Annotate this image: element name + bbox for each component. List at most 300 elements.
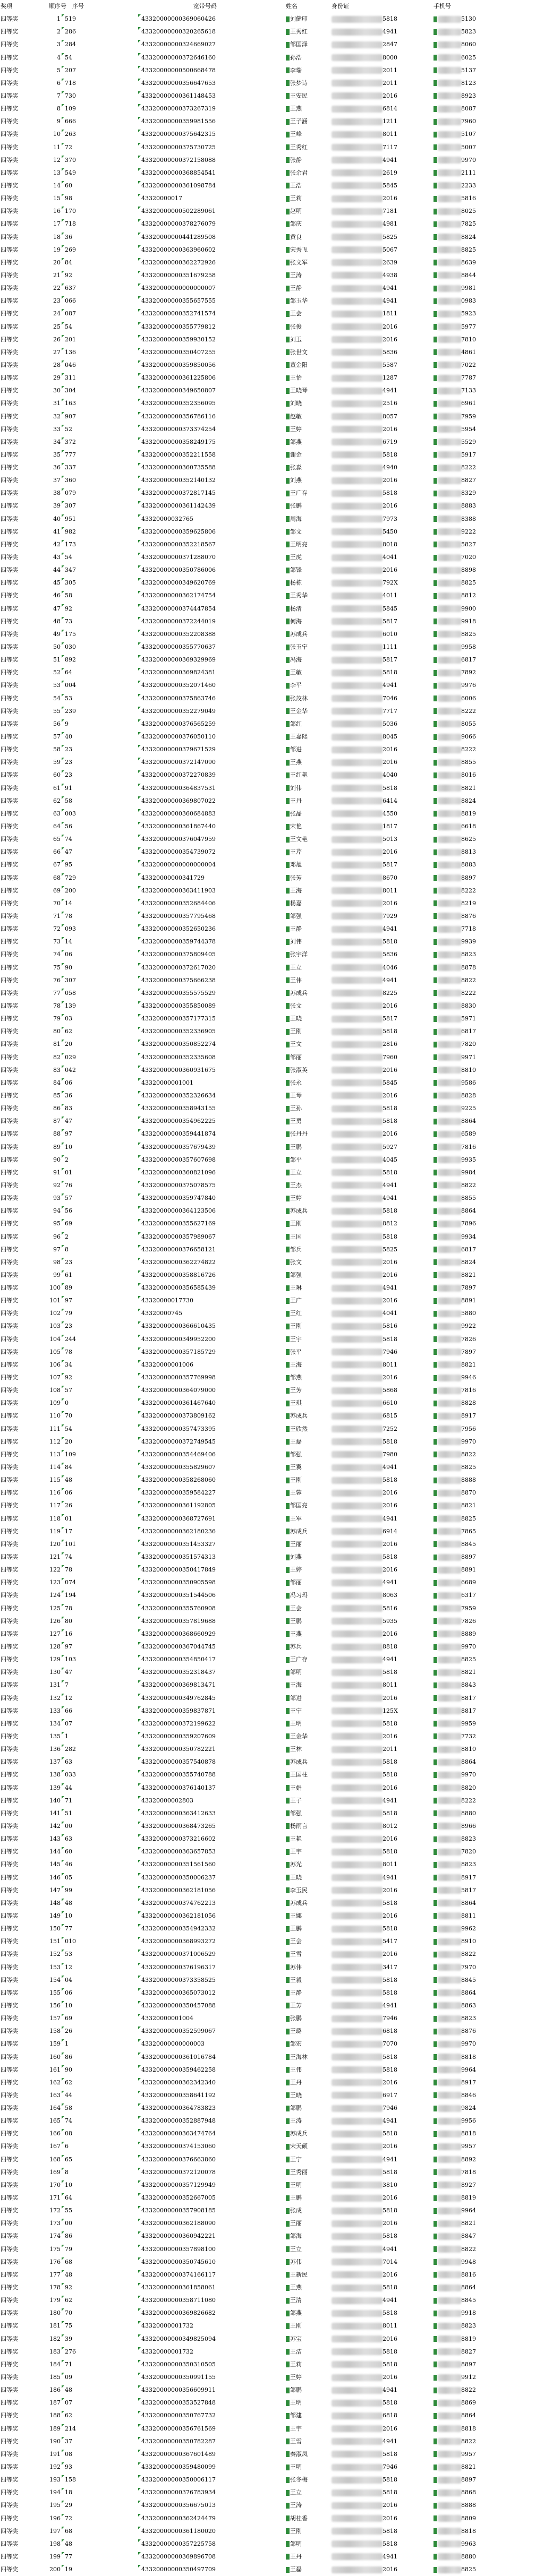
table-row xyxy=(0,1922,544,1935)
cell-name-text: 王刚 xyxy=(290,2322,302,2330)
cell-name-text: 王雪 xyxy=(290,2437,302,2445)
redacted-block xyxy=(332,874,382,881)
cell-broadband-id xyxy=(138,2012,193,2025)
cell-order xyxy=(34,1397,61,1410)
cell-seq-text: 48 xyxy=(65,1899,72,1907)
cell-marker-icon xyxy=(138,476,141,478)
cell-phone-text: 7787 xyxy=(461,374,476,382)
cell-award xyxy=(1,1525,18,1538)
cell-marker-icon xyxy=(286,1272,290,1278)
cell-phone xyxy=(434,897,476,910)
cell-seq-text: 62 xyxy=(65,1028,72,1035)
cell-broadband-id xyxy=(138,1718,216,1730)
cell-order-text: 196 xyxy=(49,2514,61,2522)
cell-broadband-id-text: 43320000000359837871 xyxy=(141,1707,216,1714)
cell-order-text: 162 xyxy=(49,2079,61,2086)
cell-seq-text: 074 xyxy=(65,1579,76,1586)
cell-name xyxy=(286,1115,302,1128)
cell-order-text: 178 xyxy=(49,2284,61,2291)
redacted-block xyxy=(438,1375,461,1381)
cell-broadband-id-text: 43320000000359747840 xyxy=(141,1195,216,1202)
cell-marker-icon xyxy=(138,860,141,863)
cell-idcard xyxy=(332,436,397,449)
cell-phone xyxy=(434,2294,476,2307)
cell-broadband-id-text: 43320000000352208388 xyxy=(141,630,216,638)
cell-name xyxy=(286,282,302,295)
cell-name-text: 王娟 xyxy=(290,1784,302,1791)
cell-seq-text: 44 xyxy=(65,2091,72,2099)
cell-phone-text: 8868 xyxy=(461,2489,476,2496)
cell-order-text: 27 xyxy=(53,348,61,356)
cell-idcard-text: 1817 xyxy=(382,823,397,830)
cell-name xyxy=(286,474,302,487)
redacted-block xyxy=(332,2259,382,2265)
cell-order xyxy=(34,2423,61,2435)
cell-broadband-id xyxy=(138,1051,216,1064)
cell-idcard-text: 2816 xyxy=(382,1041,397,1048)
cell-marker-icon xyxy=(434,1580,437,1586)
cell-order-text: 93 xyxy=(53,1195,61,1202)
cell-marker-icon xyxy=(434,900,437,906)
cell-order xyxy=(34,2051,61,2064)
cell-seq-text: 57 xyxy=(65,1195,72,1202)
cell-idcard-text: 4941 xyxy=(382,387,397,394)
cell-seq xyxy=(62,1333,76,1346)
cell-award xyxy=(1,2563,18,2576)
cell-order-text: 42 xyxy=(53,540,61,548)
cell-order-text: 30 xyxy=(53,387,61,394)
cell-idcard-text: 7070 xyxy=(382,2040,397,2048)
cell-award-text: 四等奖 xyxy=(1,797,18,804)
cell-seq-text: 64 xyxy=(65,669,72,676)
cell-marker-icon xyxy=(286,2144,290,2150)
redacted-block xyxy=(332,272,382,279)
cell-award xyxy=(1,436,18,449)
cell-broadband-id-text: 43320000000375809405 xyxy=(141,951,216,958)
cell-phone-text: 9586 xyxy=(461,1079,476,1086)
cell-marker-icon xyxy=(286,721,290,727)
cell-broadband-id xyxy=(138,436,216,449)
cell-phone-text: 9964 xyxy=(461,2207,476,2214)
cell-award xyxy=(1,1910,18,1922)
cell-name-text: 苏伟 xyxy=(290,2258,302,2265)
cell-broadband-id-text: 43320000000351453327 xyxy=(141,1540,216,1548)
redacted-block xyxy=(438,720,461,727)
cell-seq xyxy=(62,1730,69,1743)
cell-seq xyxy=(62,2538,72,2551)
cell-order xyxy=(34,1217,61,1230)
cell-name xyxy=(286,1256,302,1269)
cell-name-text: 王海 xyxy=(290,1361,302,1368)
cell-idcard-text: 1111 xyxy=(382,643,397,651)
cell-broadband-id-text: 43320000017730 xyxy=(141,1297,193,1304)
cell-award xyxy=(1,2281,18,2294)
cell-award-text: 四等奖 xyxy=(1,605,18,612)
cell-marker-icon xyxy=(434,2465,437,2470)
cell-order xyxy=(34,1730,61,1743)
cell-award xyxy=(1,1922,18,1935)
cell-broadband-id xyxy=(138,948,216,961)
cell-idcard xyxy=(332,2089,397,2102)
cell-name xyxy=(286,1513,302,1525)
cell-marker-icon xyxy=(434,375,437,381)
cell-award-text: 四等奖 xyxy=(1,823,18,830)
cell-seq-text: 98 xyxy=(65,195,72,202)
cell-marker-icon xyxy=(62,1014,64,1017)
redacted-block xyxy=(438,1169,461,1176)
cell-marker-icon xyxy=(138,1642,141,1645)
cell-phone xyxy=(434,1525,476,1538)
table-row xyxy=(0,769,544,782)
cell-name xyxy=(286,2038,302,2050)
cell-marker-icon xyxy=(138,1873,141,1876)
cell-marker-icon xyxy=(62,2321,64,2324)
cell-marker-icon xyxy=(138,488,141,491)
cell-broadband-id xyxy=(138,961,216,974)
table-row xyxy=(0,1551,544,1564)
cell-marker-icon xyxy=(286,2451,290,2457)
cell-award xyxy=(1,2038,18,2050)
cell-name xyxy=(286,1231,302,1243)
cell-idcard xyxy=(332,923,397,935)
cell-idcard xyxy=(332,1538,397,1551)
redacted-block xyxy=(332,1784,382,1791)
cell-order-text: 16 xyxy=(53,208,61,215)
cell-marker-icon xyxy=(138,1386,141,1388)
cell-seq xyxy=(62,2512,72,2525)
cell-award-text: 四等奖 xyxy=(1,2130,18,2137)
cell-idcard xyxy=(332,397,397,410)
cell-marker-icon xyxy=(138,1335,141,1337)
cell-marker-icon xyxy=(62,2424,64,2427)
cell-broadband-id xyxy=(138,820,216,833)
cell-marker-icon xyxy=(62,233,64,235)
cell-broadband-id-text: 43320000000354942332 xyxy=(141,1925,216,1933)
redacted-block xyxy=(332,221,382,228)
cell-marker-icon xyxy=(434,1490,437,1496)
cell-seq xyxy=(62,589,72,602)
cell-idcard-text: 5818 xyxy=(382,1207,397,1215)
cell-idcard-text: 2016 xyxy=(382,1092,397,1099)
cell-idcard-text: 5817 xyxy=(382,1015,397,1023)
table-row xyxy=(0,2051,544,2064)
cell-idcard-text: 4941 xyxy=(382,28,397,36)
cell-seq-text: 200 xyxy=(65,887,76,894)
cell-idcard-text: 4941 xyxy=(382,1656,397,1663)
cell-seq xyxy=(62,948,72,961)
cell-broadband-id-text: 43320000000352318437 xyxy=(141,1669,216,1676)
cell-order-text: 190 xyxy=(49,2437,61,2445)
cell-idcard-text: 5818 xyxy=(382,938,397,946)
cell-marker-icon xyxy=(62,1270,64,1273)
cell-phone xyxy=(434,179,476,192)
cell-phone xyxy=(434,1538,476,1551)
cell-phone xyxy=(434,1820,476,1833)
cell-idcard-text: 4045 xyxy=(382,1156,397,1163)
cell-award-text: 四等奖 xyxy=(1,1502,18,1509)
cell-marker-icon xyxy=(286,2426,290,2432)
cell-marker-icon xyxy=(138,2334,141,2337)
table-row xyxy=(0,77,544,90)
cell-order-text: 68 xyxy=(53,874,61,881)
cell-marker-icon xyxy=(62,258,64,261)
cell-seq xyxy=(62,1922,72,1935)
cell-seq xyxy=(62,538,76,551)
cell-name xyxy=(286,2358,302,2371)
cell-order-text: 189 xyxy=(49,2425,61,2432)
cell-broadband-id-text: 43320000000502289061 xyxy=(141,208,216,215)
cell-order-text: 71 xyxy=(53,912,61,920)
cell-name xyxy=(286,1820,308,1833)
cell-phone-text: 7970 xyxy=(461,1963,476,1971)
cell-broadband-id xyxy=(138,1935,216,1948)
redacted-block xyxy=(332,2515,382,2522)
cell-phone-text: 6317 xyxy=(461,1592,476,1599)
cell-idcard xyxy=(332,410,397,423)
cell-award-text: 四等奖 xyxy=(1,1412,18,1420)
cell-phone-text: 8830 xyxy=(461,1002,476,1009)
cell-broadband-id-text: 43320000000364837531 xyxy=(141,784,216,792)
table-row xyxy=(0,577,544,589)
cell-award-text: 四等奖 xyxy=(1,1284,18,1292)
cell-order-text: 73 xyxy=(53,938,61,946)
cell-marker-icon xyxy=(286,93,290,99)
cell-seq-text: 08 xyxy=(65,2130,72,2137)
cell-award-text: 四等奖 xyxy=(1,1271,18,1278)
cell-order-text: 12 xyxy=(53,156,61,164)
cell-name xyxy=(286,589,308,602)
cell-marker-icon xyxy=(138,1347,141,1350)
cell-seq-text: 17 xyxy=(65,1527,72,1535)
cell-marker-icon xyxy=(286,1759,290,1765)
cell-broadband-id-text: 43320000000349952200 xyxy=(141,1335,216,1343)
cell-name-text: 黄良 xyxy=(290,233,302,241)
cell-name xyxy=(286,987,308,1000)
cell-phone xyxy=(434,1359,476,1371)
cell-marker-icon xyxy=(286,1657,290,1663)
cell-marker-icon xyxy=(286,234,290,240)
cell-marker-icon xyxy=(138,1732,141,1734)
cell-broadband-id xyxy=(138,743,216,756)
cell-phone xyxy=(434,2346,476,2358)
cell-award-text: 四等奖 xyxy=(1,1246,18,1253)
cell-name xyxy=(286,858,302,871)
cell-marker-icon xyxy=(138,1321,141,1324)
cell-marker-icon xyxy=(286,516,290,522)
cell-name xyxy=(286,2307,302,2320)
cell-broadband-id-text: 43320000000361225806 xyxy=(141,374,216,382)
cell-marker-icon xyxy=(434,2311,437,2316)
cell-idcard-text: 4941 xyxy=(382,156,397,164)
cell-phone xyxy=(434,2051,476,2064)
cell-idcard-text: 5417 xyxy=(382,1938,397,1945)
cell-broadband-id xyxy=(138,1961,216,1974)
cell-award-text: 四等奖 xyxy=(1,2271,18,2278)
cell-seq-text: 23 xyxy=(65,746,72,753)
cell-marker-icon xyxy=(62,245,64,248)
cell-award-text: 四等奖 xyxy=(1,54,18,61)
cell-phone-text: 8864 xyxy=(461,2284,476,2291)
cell-seq-text: 70 xyxy=(65,2309,72,2317)
cell-award-text: 四等奖 xyxy=(1,1387,18,1394)
cell-marker-icon xyxy=(62,1834,64,1837)
cell-broadband-id-text: 43320000000359462258 xyxy=(141,2066,216,2073)
cell-marker-icon xyxy=(434,1503,437,1509)
redacted-block xyxy=(332,1323,382,1330)
cell-order xyxy=(34,756,61,769)
redacted-block xyxy=(438,1695,461,1702)
cell-seq xyxy=(62,974,76,987)
redacted-block xyxy=(332,1208,382,1215)
cell-marker-icon xyxy=(286,568,290,573)
cell-order-text: 91 xyxy=(53,1169,61,1176)
cell-order-text: 172 xyxy=(49,2207,61,2214)
cell-marker-icon xyxy=(138,1193,141,1196)
cell-seq xyxy=(62,731,72,743)
redacted-block xyxy=(332,2118,382,2125)
cell-name xyxy=(286,1192,302,1205)
cell-broadband-id-text: 43320000000359625806 xyxy=(141,528,216,535)
table-row xyxy=(0,1038,544,1051)
cell-marker-icon xyxy=(434,2400,437,2406)
cell-order-text: 92 xyxy=(53,1181,61,1189)
cell-order xyxy=(34,1141,61,1154)
cell-idcard-text: 5818 xyxy=(382,1233,397,1240)
cell-seq-text: 84 xyxy=(65,1464,72,1471)
cell-award-text: 四等奖 xyxy=(1,1233,18,1240)
cell-marker-icon xyxy=(138,194,141,196)
cell-award-text: 四等奖 xyxy=(1,630,18,638)
cell-marker-icon xyxy=(62,1899,64,1901)
cell-broadband-id-text: 43320000000359480099 xyxy=(141,2463,216,2470)
cell-order xyxy=(34,2409,61,2422)
cell-marker-icon xyxy=(286,2349,290,2355)
cell-order xyxy=(34,244,61,256)
cell-marker-icon xyxy=(62,1398,64,1401)
cell-broadband-id xyxy=(138,2230,216,2243)
cell-marker-icon xyxy=(138,2231,141,2234)
cell-phone-text: 9957 xyxy=(461,2450,476,2458)
cell-marker-icon xyxy=(138,1424,141,1427)
redacted-block xyxy=(332,169,382,176)
cell-marker-icon xyxy=(286,1887,290,1893)
cell-idcard-text: 5818 xyxy=(382,784,397,792)
cell-order-text: 134 xyxy=(49,1720,61,1727)
cell-award-text: 四等奖 xyxy=(1,656,18,664)
cell-marker-icon xyxy=(286,1324,290,1329)
cell-name-text: 王明 xyxy=(290,1720,302,1727)
cell-name-text: 王子 xyxy=(290,1797,302,1804)
redacted-block xyxy=(332,1541,382,1548)
cell-order-text: 4 xyxy=(57,54,61,61)
cell-marker-icon xyxy=(138,2257,141,2260)
cell-marker-icon xyxy=(62,1027,64,1029)
cell-marker-icon xyxy=(286,2272,290,2278)
cell-broadband-id xyxy=(138,718,216,731)
cell-phone-text: 9971 xyxy=(461,1053,476,1061)
redacted-block xyxy=(332,413,382,420)
cell-marker-icon xyxy=(138,2270,141,2273)
cell-broadband-id xyxy=(138,1307,182,1320)
cell-phone xyxy=(434,2102,476,2115)
cell-name-text: 邹丽 xyxy=(290,1579,302,1586)
cell-name-text: 李玉民 xyxy=(290,1886,308,1894)
cell-broadband-id xyxy=(138,974,216,987)
cell-phone xyxy=(434,705,476,718)
cell-name-text: 宋秀飞 xyxy=(290,246,308,253)
redacted-block xyxy=(438,29,461,36)
cell-award-text: 四等奖 xyxy=(1,592,18,599)
redacted-block xyxy=(438,874,461,881)
cell-seq-text: 36 xyxy=(65,233,72,241)
redacted-block xyxy=(332,951,382,958)
cell-seq xyxy=(62,179,72,192)
cell-idcard-text: 2016 xyxy=(382,848,397,856)
cell-seq-text: 23 xyxy=(65,771,72,779)
cell-name xyxy=(286,2371,302,2384)
cell-award-text: 四等奖 xyxy=(1,1425,18,1432)
cell-order-text: 31 xyxy=(53,400,61,407)
redacted-block xyxy=(332,1131,382,1138)
redacted-block xyxy=(438,1810,461,1817)
cell-seq-text: 10 xyxy=(65,1143,72,1150)
cell-phone xyxy=(434,436,476,449)
cell-order xyxy=(34,1538,61,1551)
cell-name-text: 胡桂香 xyxy=(290,2514,308,2522)
cell-award xyxy=(1,2012,18,2025)
cell-marker-icon xyxy=(62,2565,64,2568)
cell-name xyxy=(286,1833,302,1845)
redacted-block xyxy=(438,2092,461,2099)
cell-idcard-text: 5818 xyxy=(382,2284,397,2291)
cell-marker-icon xyxy=(62,835,64,837)
cell-idcard xyxy=(332,1205,397,1217)
redacted-block xyxy=(332,580,382,587)
table-row xyxy=(0,1910,544,1922)
cell-broadband-id-text: 43320000000361192805 xyxy=(141,1502,216,1509)
cell-marker-icon xyxy=(286,1016,290,1022)
cell-marker-icon xyxy=(62,1847,64,1850)
cell-marker-icon xyxy=(62,450,64,453)
cell-marker-icon xyxy=(62,2514,64,2517)
redacted-block xyxy=(438,926,461,933)
cell-order-text: 199 xyxy=(49,2553,61,2560)
cell-award xyxy=(1,1115,18,1128)
redacted-block xyxy=(332,311,382,317)
cell-phone xyxy=(434,2435,476,2448)
cell-seq-text: 087 xyxy=(65,310,76,317)
cell-idcard xyxy=(332,256,397,269)
redacted-block xyxy=(438,285,461,292)
redacted-block xyxy=(332,298,382,305)
table-row xyxy=(0,1089,544,1102)
cell-order-text: 139 xyxy=(49,1784,61,1791)
cell-order xyxy=(34,1628,61,1641)
cell-marker-icon xyxy=(138,1963,141,1965)
cell-phone xyxy=(434,858,476,871)
cell-marker-icon xyxy=(138,2219,141,2221)
cell-marker-icon xyxy=(62,1706,64,1709)
cell-award xyxy=(1,1743,18,1756)
cell-award-text: 四等奖 xyxy=(1,1822,18,1830)
cell-name-text: 周海 xyxy=(290,515,302,522)
cell-marker-icon xyxy=(62,1822,64,1824)
cell-idcard-text: 5868 xyxy=(382,1387,397,1394)
cell-broadband-id xyxy=(138,359,216,372)
cell-marker-icon xyxy=(434,1721,437,1727)
cell-marker-icon xyxy=(138,784,141,786)
cell-seq-text: 136 xyxy=(65,348,76,356)
